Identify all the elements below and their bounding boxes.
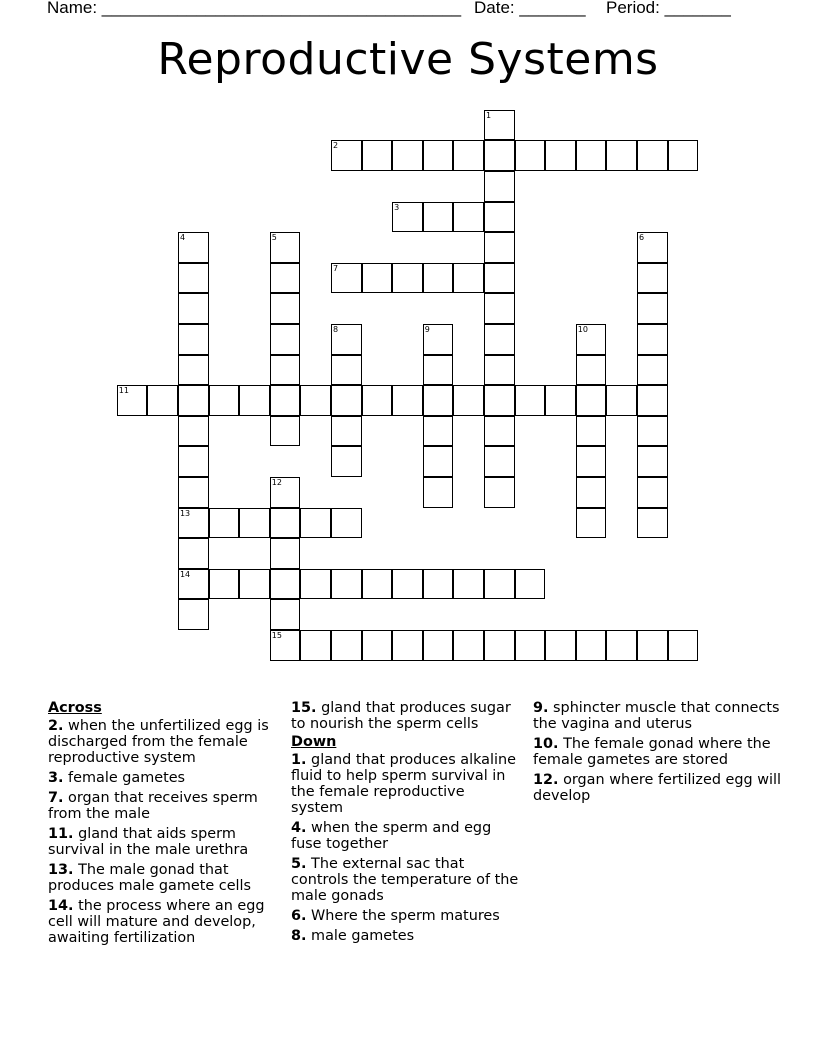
clue-number: 7 [332, 263, 339, 273]
crossword-cell[interactable] [576, 355, 607, 386]
crossword-cell[interactable] [270, 324, 301, 355]
crossword-cell[interactable] [668, 140, 699, 171]
clue-number: 12 [271, 477, 282, 487]
clue-number: 9 [424, 324, 430, 334]
crossword-cell[interactable] [515, 630, 546, 661]
crossword-cell[interactable] [484, 569, 515, 600]
clue-number: 4 [179, 233, 186, 243]
crossword-cell[interactable] [178, 293, 209, 324]
crossword-cell[interactable] [484, 293, 515, 324]
crossword-cell[interactable] [484, 110, 515, 141]
crossword-cell[interactable] [484, 202, 515, 233]
crossword-cell[interactable] [392, 263, 423, 294]
crossword-cell[interactable] [484, 232, 515, 263]
clue-across-13: 13. The male gonad that produces male gamete cells [48, 862, 252, 894]
crossword-cell[interactable] [300, 569, 331, 600]
crossword-cell[interactable] [209, 508, 240, 539]
crossword-cell[interactable] [576, 324, 607, 355]
crossword-cell[interactable] [331, 446, 362, 477]
crossword-cell[interactable] [637, 140, 668, 171]
crossword-cell[interactable] [637, 355, 668, 386]
crossword-cell[interactable] [270, 385, 301, 416]
clue-number: 10 [577, 324, 588, 334]
crossword-cell[interactable] [270, 263, 301, 294]
crossword-cell[interactable] [331, 416, 362, 447]
crossword-cell[interactable] [423, 140, 454, 171]
crossword-cell[interactable] [606, 630, 637, 661]
crossword-cell[interactable] [178, 263, 209, 294]
clue-number: 8 [332, 324, 339, 334]
crossword-cell[interactable] [423, 202, 454, 233]
crossword-cell[interactable] [484, 416, 515, 447]
clue-down-6: 6. Where the sperm matures [291, 908, 500, 924]
crossword-cell[interactable] [637, 446, 668, 477]
crossword-cell[interactable] [147, 385, 178, 416]
crossword-cell[interactable] [270, 508, 301, 539]
crossword-cell[interactable] [637, 293, 668, 324]
crossword-cell[interactable] [178, 446, 209, 477]
crossword-cell[interactable] [270, 416, 301, 447]
crossword-cell[interactable] [423, 385, 454, 416]
crossword-cell[interactable] [484, 446, 515, 477]
crossword-cell[interactable] [637, 630, 668, 661]
clue-number: 6 [638, 233, 645, 243]
crossword-cell[interactable] [576, 416, 607, 447]
clue-across-3: 3. female gametes [48, 770, 186, 786]
page-title: Reproductive Systems [157, 34, 659, 85]
crossword-cell[interactable] [576, 385, 607, 416]
crossword-cell[interactable] [637, 416, 668, 447]
clue-across-15: 15. gland that produces sugar to nourish the sperm cells [291, 700, 511, 732]
crossword-cell[interactable] [453, 140, 484, 171]
crossword-cell[interactable] [576, 140, 607, 171]
crossword-cell[interactable] [178, 599, 209, 630]
crossword-cell[interactable] [239, 569, 270, 600]
crossword-cell[interactable] [178, 538, 209, 569]
crossword-cell[interactable] [270, 232, 301, 263]
crossword-cell[interactable] [270, 293, 301, 324]
crossword-cell[interactable] [484, 263, 515, 294]
clue-number: 15 [271, 630, 282, 640]
crossword-cell[interactable] [331, 508, 362, 539]
crossword-cell[interactable] [484, 171, 515, 202]
clues-column-2 [291, 700, 519, 948]
crossword-cell[interactable] [178, 324, 209, 355]
crossword-cell[interactable] [392, 140, 423, 171]
crossword-cell[interactable] [515, 140, 546, 171]
crossword-cell[interactable] [423, 324, 454, 355]
crossword-cell[interactable] [484, 324, 515, 355]
crossword-cell[interactable] [637, 477, 668, 508]
crossword-cell[interactable] [270, 355, 301, 386]
crossword-cell[interactable] [331, 263, 362, 294]
crossword-cell[interactable] [362, 569, 393, 600]
name-field[interactable]: Name: ______________________________________ [47, 0, 462, 17]
crossword-cell[interactable] [423, 477, 454, 508]
crossword-cell[interactable] [484, 477, 515, 508]
clue-across-14: 14. the process where an egg cell will mature and develop, awaiting fertilization [48, 898, 265, 946]
crossword-cell[interactable] [423, 355, 454, 386]
crossword-cell[interactable] [392, 630, 423, 661]
clue-down-12: 12. organ where fertilized egg will develop [533, 772, 782, 804]
clue-down-8: 8. male gametes [291, 928, 415, 944]
clues-column-1 [48, 700, 274, 950]
crossword-cell[interactable] [637, 324, 668, 355]
clue-number: 2 [332, 141, 339, 151]
clue-down-4: 4. when the sperm and egg fuse together [291, 820, 492, 852]
period-field[interactable]: Period: _______ [606, 0, 731, 17]
crossword-cell[interactable] [117, 385, 148, 416]
crossword-cell[interactable] [178, 385, 209, 416]
clue-down-9: 9. sphincter muscle that connects the vagina and uterus [533, 700, 780, 732]
crossword-cell[interactable] [209, 569, 240, 600]
crossword-cell[interactable] [453, 385, 484, 416]
crossword-cell[interactable] [362, 385, 393, 416]
crossword-cell[interactable] [515, 385, 546, 416]
crossword-cell[interactable] [423, 416, 454, 447]
crossword-cell[interactable] [300, 630, 331, 661]
clue-across-2: 2. when the unfertilized egg is discharged from the female reproductive system [48, 718, 269, 766]
crossword-cell[interactable] [270, 538, 301, 569]
crossword-cell[interactable] [637, 263, 668, 294]
crossword-cell[interactable] [423, 263, 454, 294]
crossword-cell[interactable] [668, 630, 699, 661]
crossword-cell[interactable] [331, 569, 362, 600]
clue-number: 3 [394, 202, 400, 212]
crossword-cell[interactable] [331, 385, 362, 416]
clue-number: 13 [179, 508, 191, 518]
crossword-cell[interactable] [300, 385, 331, 416]
crossword-cell[interactable] [453, 202, 484, 233]
crossword-cell[interactable] [331, 324, 362, 355]
crossword-cell[interactable] [178, 508, 209, 539]
crossword-cell[interactable] [362, 140, 393, 171]
crossword-cell[interactable] [484, 385, 515, 416]
crossword-cell[interactable] [239, 385, 270, 416]
crossword-cell[interactable] [576, 508, 607, 539]
crossword-cell[interactable] [331, 140, 362, 171]
crossword-cell[interactable] [392, 202, 423, 233]
crossword-cell[interactable] [209, 385, 240, 416]
crossword-cell[interactable] [178, 232, 209, 263]
crossword-cell[interactable] [637, 508, 668, 539]
crossword-cell[interactable] [178, 355, 209, 386]
clue-across-7: 7. organ that receives sperm from the male [48, 790, 258, 822]
crossword-cell[interactable] [423, 630, 454, 661]
across-heading: Across [48, 700, 102, 716]
clue-across-11: 11. gland that aids sperm survival in the male urethra [48, 826, 249, 858]
crossword-cell[interactable] [362, 263, 393, 294]
crossword-cell[interactable] [178, 569, 209, 600]
crossword-cell[interactable] [545, 140, 576, 171]
crossword-cell[interactable] [576, 630, 607, 661]
crossword-cell[interactable] [270, 477, 301, 508]
crossword-cell[interactable] [545, 385, 576, 416]
crossword-cell[interactable] [362, 630, 393, 661]
crossword-cell[interactable] [331, 630, 362, 661]
crossword-cell[interactable] [239, 508, 270, 539]
crossword-cell[interactable] [270, 569, 301, 600]
crossword-cell[interactable] [270, 599, 301, 630]
crossword-cell[interactable] [576, 477, 607, 508]
crossword-cell[interactable] [576, 446, 607, 477]
crossword-cell[interactable] [178, 416, 209, 447]
crossword-cell[interactable] [545, 630, 576, 661]
clue-down-10: 10. The female gonad where the female gametes are stored [533, 736, 771, 768]
crossword-cell[interactable] [331, 355, 362, 386]
clue-number: 5 [271, 233, 277, 243]
clue-down-5: 5. The external sac that controls the temperature of the male gonads [291, 856, 519, 904]
date-field[interactable]: Date: _______ [474, 0, 586, 17]
clue-number: 14 [179, 569, 191, 579]
down-heading: Down [291, 734, 337, 750]
crossword-cell[interactable] [392, 569, 423, 600]
clue-number: 1 [485, 110, 492, 120]
clue-down-1: 1. gland that produces alkaline fluid to help sperm survival in the female reproductive system [291, 752, 516, 816]
crossword-cell[interactable] [453, 263, 484, 294]
crossword-cell[interactable] [515, 569, 546, 600]
crossword-cell[interactable] [300, 508, 331, 539]
crossword-cell[interactable] [392, 385, 423, 416]
crossword-cell[interactable] [178, 477, 209, 508]
clue-number: 11 [118, 386, 129, 396]
crossword-cell[interactable] [423, 446, 454, 477]
clues-column-3 [533, 700, 783, 808]
crossword-cell[interactable] [606, 385, 637, 416]
crossword-cell[interactable] [637, 232, 668, 263]
crossword-cell[interactable] [606, 140, 637, 171]
crossword-cell[interactable] [423, 569, 454, 600]
crossword-cell[interactable] [453, 630, 484, 661]
crossword-cell[interactable] [453, 569, 484, 600]
crossword-cell[interactable] [270, 630, 301, 661]
crossword-cell[interactable] [484, 630, 515, 661]
crossword-cell[interactable] [637, 385, 668, 416]
crossword-cell[interactable] [484, 140, 515, 171]
crossword-cell[interactable] [484, 355, 515, 386]
